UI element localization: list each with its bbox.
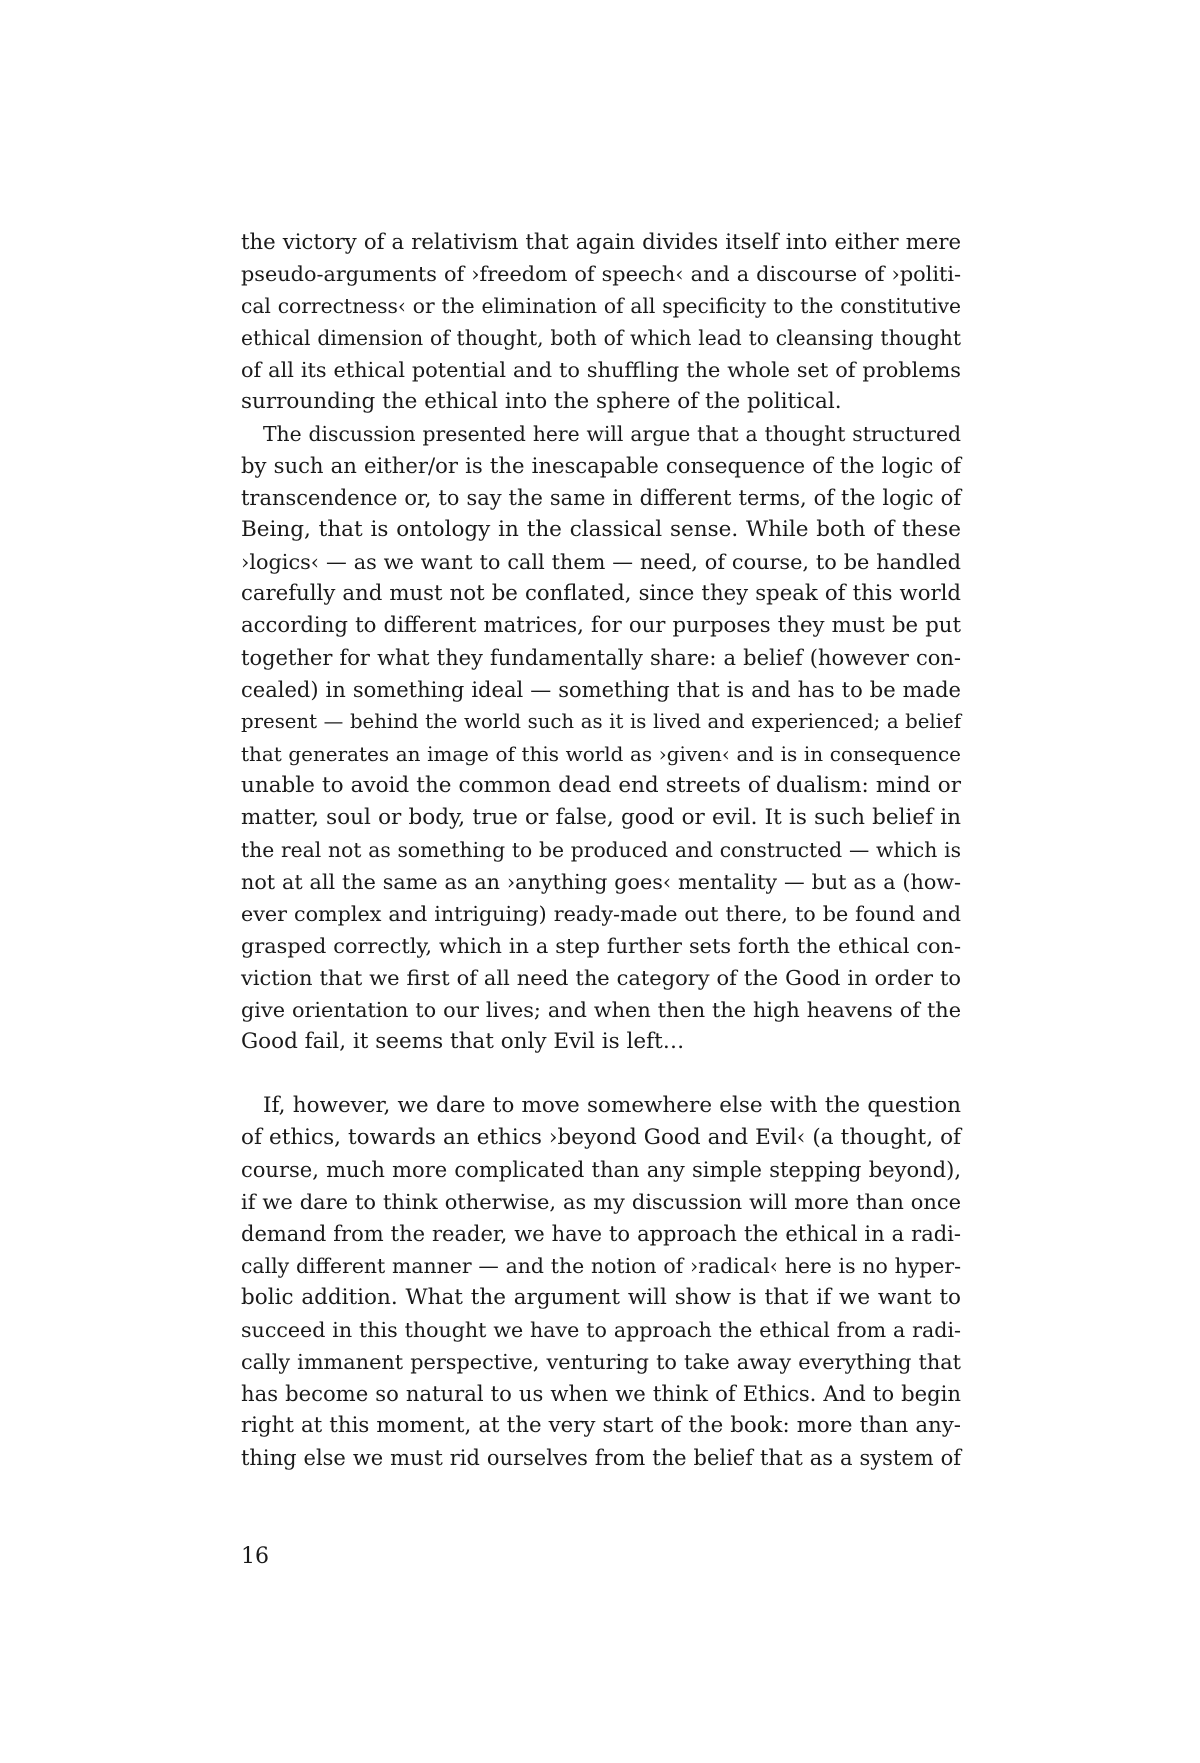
text-line: thing else we must rid ourselves from the belief that as a system of bbox=[241, 1446, 961, 1470]
text-line: the victory of a relativism that again divides itself into either mere bbox=[241, 229, 961, 254]
text-line: of ethics, towards an ethics ›beyond Good and Evil‹ (a thought, of bbox=[241, 1125, 961, 1150]
text-line: present — behind the world such as it is lived and experienced; a belief bbox=[241, 710, 961, 733]
text-line: Being, that is ontology in the classical sense. While both of these bbox=[241, 517, 961, 542]
text-line: bolic addition. What the argument will show is that if we want to bbox=[241, 1285, 961, 1310]
text-line: viction that we first of all need the category of the Good in order to bbox=[241, 966, 961, 990]
text-line: if we dare to think otherwise, as my discussion will more than once bbox=[241, 1190, 961, 1214]
text-line: grasped correctly, which in a step further sets forth the ethical con- bbox=[241, 934, 961, 958]
text-line: carefully and must not be conflated, since they speak of this world bbox=[241, 581, 961, 606]
text-line: ethical dimension of thought, both of which lead to cleansing thought bbox=[241, 326, 961, 350]
paragraph-3 bbox=[241, 1090, 961, 1474]
text-line: of all its ethical potential and to shuffling the whole set of problems bbox=[241, 358, 961, 382]
text-line: ever complex and intriguing) ready-made out there, to be found and bbox=[241, 902, 961, 926]
text-line: surrounding the ethical into the sphere of the political. bbox=[241, 389, 842, 414]
text-line: demand from the reader, we have to approach the ethical in a radi- bbox=[241, 1222, 961, 1246]
text-line: matter, soul or body, true or false, good or evil. It is such belief in bbox=[241, 805, 961, 830]
text-line: ›logics‹ — as we want to call them — need, of course, to be handled bbox=[241, 550, 961, 574]
text-line: cally immanent perspective, venturing to take away everything that bbox=[241, 1350, 961, 1374]
text-line: unable to avoid the common dead end streets of dualism: mind or bbox=[241, 773, 961, 798]
paragraph-2 bbox=[241, 418, 961, 1058]
text-line: the real not as something to be produced and constructed — which is bbox=[241, 838, 961, 862]
text-line: together for what they fundamentally share: a belief (however con- bbox=[241, 645, 961, 670]
body-text bbox=[241, 226, 961, 1474]
text-line: not at all the same as an ›anything goes‹ mentality — but as a (how- bbox=[241, 870, 961, 894]
text-line: Good fail, it seems that only Evil is left… bbox=[241, 1029, 685, 1054]
text-line: give orientation to our lives; and when then the high heavens of the bbox=[241, 998, 961, 1022]
text-line: cal correctness‹ or the elimination of all specificity to the constitutive bbox=[241, 294, 961, 318]
text-line: pseudo-arguments of ›freedom of speech‹ and a discourse of ›politi- bbox=[241, 262, 961, 286]
paragraph-1 bbox=[241, 226, 961, 418]
text-line: by such an either/or is the inescapable consequence of the logic of bbox=[241, 453, 961, 478]
text-line: The discussion presented here will argue that a thought structured bbox=[263, 422, 961, 446]
text-line: has become so natural to us when we think of Ethics. And to begin bbox=[241, 1381, 961, 1406]
text-line: course, much more complicated than any simple stepping beyond), bbox=[241, 1157, 961, 1182]
text-line: right at this moment, at the very start of the book: more than any- bbox=[241, 1413, 961, 1438]
text-line: transcendence or, to say the same in different terms, of the logic of bbox=[241, 486, 961, 510]
text-line: that generates an image of this world as ›given‹ and is in consequence bbox=[241, 742, 961, 766]
text-line: If, however, we dare to move somewhere else with the question bbox=[263, 1093, 961, 1118]
text-line: cealed) in something ideal — something that is and has to be made bbox=[241, 677, 961, 702]
text-line: cally different manner — and the notion of ›radical‹ here is no hyper- bbox=[241, 1254, 961, 1278]
text-line: succeed in this thought we have to approach the ethical from a radi- bbox=[241, 1318, 961, 1342]
page-number: 16 bbox=[241, 1544, 269, 1569]
text-line: according to different matrices, for our purposes they must be put bbox=[241, 613, 961, 638]
